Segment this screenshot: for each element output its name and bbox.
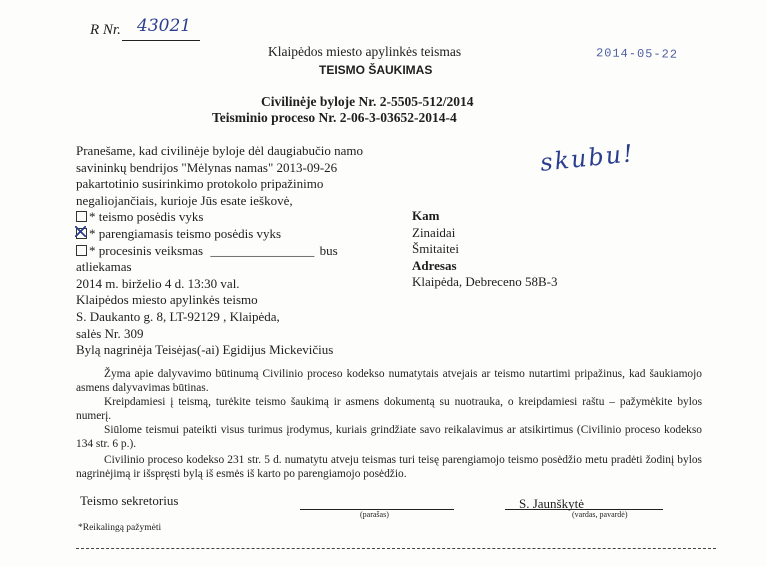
recipient-first-name: Zinaidai [412, 224, 456, 240]
checkbox-hearing [76, 211, 87, 222]
secretary-name: S. Jaunškytė [519, 496, 584, 511]
hearing-datetime: 2014 m. birželio 4 d. 13:30 val. [76, 275, 240, 291]
footnote: *Reikalingą pažymėti [78, 523, 162, 533]
option-procedural-action: * procesinis veiksmas ________________ bus [76, 243, 406, 260]
procedural-action-tail: bus [319, 242, 338, 258]
recipient-label: Kam [412, 208, 440, 223]
secretary-role: Teismo sekretorius [80, 493, 179, 508]
paragraph-attendance: Žyma apie dalyvavimo būtinumą Civilinio proceso kodekso numatytais atvejais ar teismo nutartimi pripažinus, kad šaukiamojo asmens dalyvavimas būtinas. [76, 368, 702, 394]
procedural-action-continued: atliekamas [76, 259, 132, 275]
date-stamp: 2014-05-22 [595, 46, 679, 62]
location-line: Klaipėdos miesto apylinkės teismo [76, 292, 258, 308]
checkbox-procedural-action [76, 245, 87, 256]
paragraph-evidence: Siūlome teismui pateikti visus turimus įrodymus, kuriais grindžiate savo reikalavimus ar atsikirtimus (Civilinio proceso kodekso 134 str. 6 p.). [76, 424, 702, 450]
registration-number: 43021 [137, 16, 192, 36]
urgent-handwritten-note: skubu! [538, 139, 636, 177]
notice-line: negaliojančiais, kurioje Jūs esate ieškovė, [76, 192, 293, 208]
notice-block [76, 143, 406, 359]
location-line: salės Nr. 309 [76, 325, 144, 341]
checkbox-preparatory-hearing-checked [76, 228, 87, 239]
recipient-last-name: Šmitaitei [412, 241, 459, 257]
location-line: S. Daukanto g. 8, LT-92129 , Klaipėda, [76, 308, 280, 324]
paragraph-procedure: Civilinio proceso kodekso 231 str. 5 d. numatytu atveju teismas turi teisę parengiamojo teismo posėdžio metu pradėti žodinį bylos nagrinėjimą ir išspręsti bylą iš esmės iš karto po parengiamojo posėdžio. [76, 454, 702, 480]
process-number: Teisminio proceso Nr. 2-06-3-03652-2014-4 [212, 110, 457, 125]
bottom-cut-line [76, 548, 716, 549]
option-preparatory-hearing: * parengiamasis teismo posėdis vyks [76, 226, 406, 243]
procedural-action-blank: ________________ [210, 242, 315, 258]
judge-line: Bylą nagrinėja Teisėjas(-ai) Egidijus Mickevičius [76, 342, 334, 358]
notice-line: savininkų bendrijos "Mėlynas namas" 2013-09-26 [76, 159, 338, 175]
recipient-block [412, 208, 557, 291]
court-name: Klaipėdos miesto apylinkės teismas [268, 44, 462, 59]
option-hearing: * teismo posėdis vyks [76, 209, 406, 226]
signature-caption: (parašas) [360, 510, 389, 519]
registration-underline [122, 40, 200, 41]
case-number: Civilinėje byloje Nr. 2-5505-512/2014 [261, 94, 474, 109]
paragraph-documents: Kreipdamiesi į teismą, turėkite teismo šaukimą ir asmens dokumentą su nuotrauka, o kreipdamiesi raštu – pažymėkite bylos numerį. [76, 396, 702, 422]
address-label: Adresas [412, 257, 457, 273]
recipient-address: Klaipėda, Debreceno 58B-3 [412, 274, 558, 290]
notice-line: pakartotinio susirinkimo protokolo pripažinimo [76, 176, 324, 192]
registration-label: R Nr. [90, 22, 121, 38]
notice-line: Pranešame, kad civilinėje byloje dėl daugiabučio namo [76, 143, 363, 158]
document-title: TEISMO ŠAUKIMAS [319, 63, 433, 77]
name-caption: (vardas, pavardė) [572, 510, 628, 519]
